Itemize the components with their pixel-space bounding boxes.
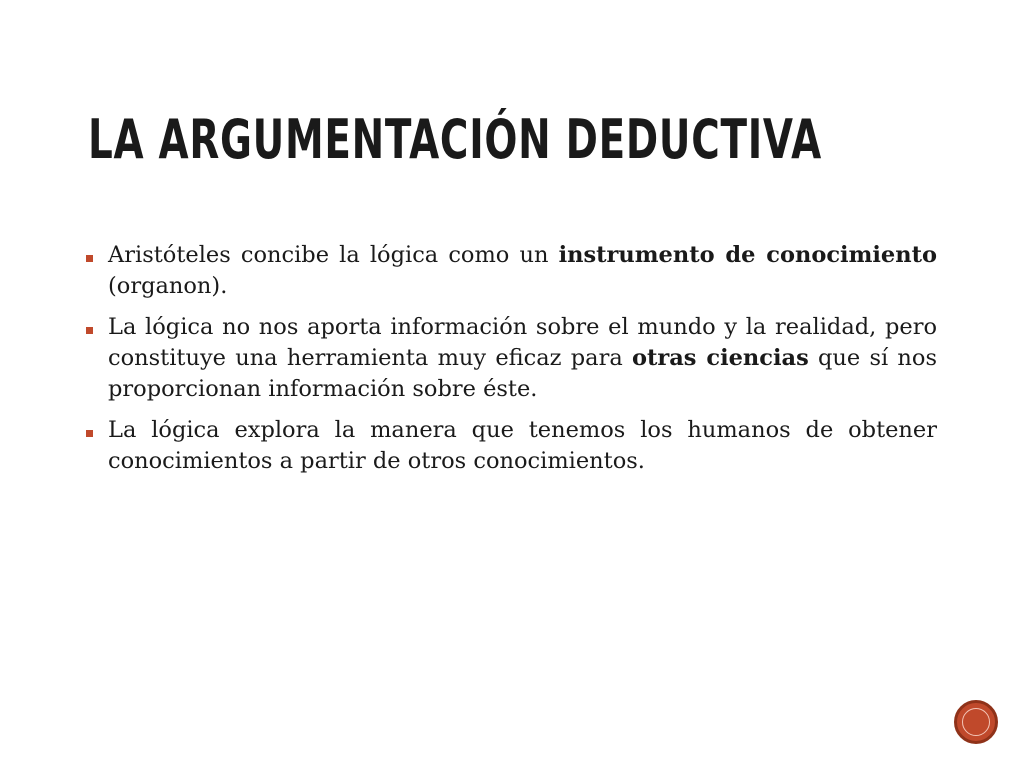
slide-title: LA ARGUMENTACIÓN DEDUCTIVA bbox=[88, 108, 822, 171]
bullet-text-part: (organon). bbox=[108, 273, 228, 299]
circle-nav-icon[interactable] bbox=[954, 700, 998, 744]
bullet-text-part: La lógica no nos aporta información sobre el mundo y la realidad, pero constituye una herramienta muy eficaz para bbox=[108, 314, 937, 371]
bullet-text-part: La lógica explora la manera que tenemos los humanos de obtener conocimientos a partir de otros conocimientos. bbox=[108, 417, 937, 474]
bullet-text bbox=[108, 312, 937, 405]
square-bullet-icon bbox=[86, 255, 93, 262]
bullet-item-2 bbox=[86, 312, 937, 405]
bullet-text bbox=[108, 240, 937, 302]
square-bullet-icon bbox=[86, 430, 93, 437]
bullet-text-bold: instrumento de conocimiento bbox=[558, 242, 938, 268]
bullet-text bbox=[108, 415, 937, 477]
bullet-item-1 bbox=[86, 240, 937, 302]
bullet-item-3 bbox=[86, 415, 937, 477]
bullet-list bbox=[86, 240, 937, 487]
bullet-text-part: que sí nos proporcionan información sobre éste. bbox=[108, 345, 937, 402]
bullet-text-bold: otras ciencias bbox=[631, 345, 809, 371]
bullet-text-part: Aristóteles concibe la lógica como un bbox=[108, 242, 559, 268]
square-bullet-icon bbox=[86, 327, 93, 334]
